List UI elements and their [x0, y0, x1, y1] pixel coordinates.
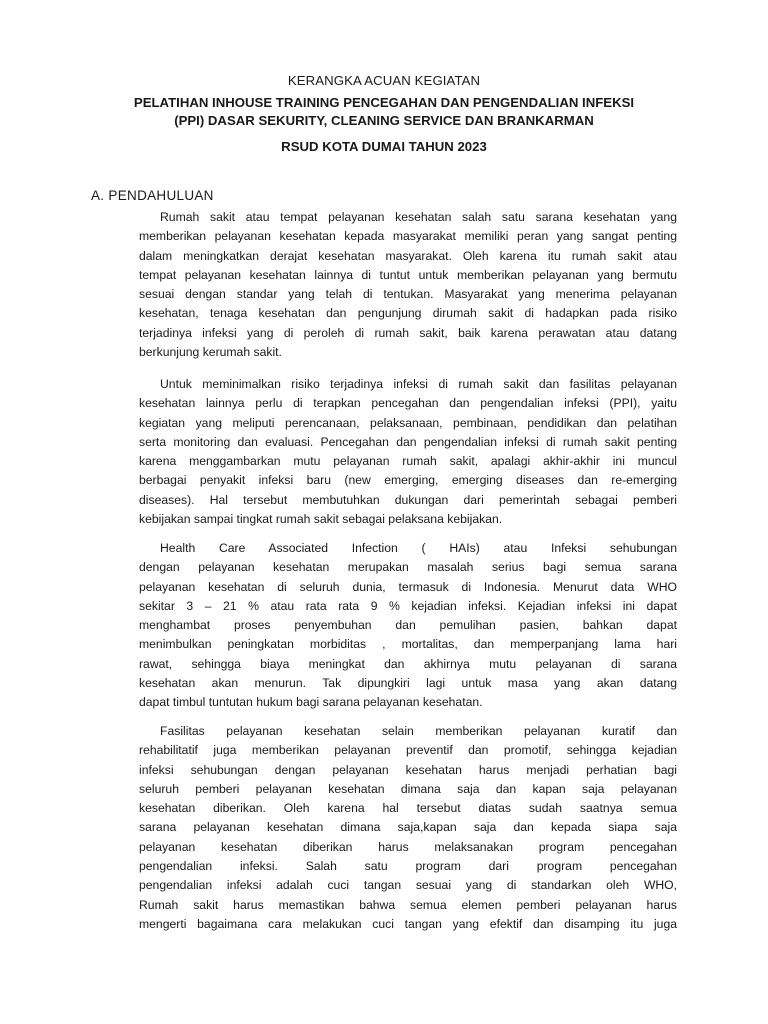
paragraph-line: menimbulkan peningkatan morbiditas , mortalitas, dan memperpanjang lama hari [139, 637, 677, 652]
paragraph-line: pelayanan kesehatan di seluruh dunia, termasuk di Indonesia. Menurut data WHO [139, 579, 677, 594]
paragraph-line: kegiatan yang meliputi perencanaan, pelaksanaan, pembinaan, pendidikan dan pelatihan [139, 415, 677, 430]
paragraph-line: kesehatan akan menurun. Tak dipungkiri lagi untuk masa yang akan datang [139, 676, 677, 691]
paragraph-line: terjadinya infeksi yang di peroleh di rumah sakit, baik karena perawatan atau datang [139, 325, 677, 340]
paragraph-line: seluruh pemberi pelayanan kesehatan dimana saja dan kapan saja pelayanan [139, 781, 677, 796]
section-heading: A. PENDAHULUAN [91, 188, 214, 203]
paragraph-line: menghambat proses penyembuhan dan pemulihan pasien, bahkan dapat [139, 618, 677, 633]
paragraph-line: pengendalian infeksi. Salah satu program dari program pencegahan [139, 859, 677, 874]
paragraph-line: berbagai penyakit infeksi baru (new emerging, emerging diseases dan re-emerging [139, 473, 677, 488]
paragraph-line: Rumah sakit atau tempat pelayanan kesehatan salah satu sarana kesehatan yang [160, 210, 677, 224]
paragraph-line: dapat timbul tuntutan hukum bagi sarana pelayanan kesehatan. [139, 695, 483, 710]
paragraph-line: rehabilitatif juga memberikan pelayanan preventif dan promotif, sehingga kejadian [139, 743, 677, 758]
paragraph-line: diseases). Hal tersebut membutuhkan dukungan dari pemerintah sebagai pemberi [139, 492, 677, 507]
paragraph-1 [139, 208, 677, 362]
paragraph-line: Untuk meminimalkan risiko terjadinya infeksi di rumah sakit dan fasilitas pelayanan [160, 377, 677, 391]
subtitle-line-2: (PPI) DASAR SEKURITY, CLEANING SERVICE DAN BRANKARMAN [174, 113, 594, 128]
paragraph-line: Rumah sakit harus memastikan bahwa semua elemen pemberi pelayanan harus [139, 897, 677, 912]
paragraph-line: serta monitoring dan evaluasi. Pencegahan dan pengendalian infeksi di rumah sakit penting [139, 434, 677, 449]
paragraph-2 [139, 375, 677, 529]
paragraph-line: Fasilitas pelayanan kesehatan selain memberikan pelayanan kuratif dan [160, 724, 677, 738]
paragraph-line: sekitar 3 – 21 % atau rata rata 9 % kejadian infeksi. Kejadian infeksi ini dapat [139, 598, 677, 613]
paragraph-line: sesuai dengan standar yang telah di tentukan. Masyarakat yang menerima pelayanan [139, 287, 677, 302]
paragraph-line: rawat, sehingga biaya meningkat dan akhirnya mutu pelayanan di sarana [139, 656, 677, 671]
paragraph-line: Health Care Associated Infection ( HAIs) atau Infeksi sehubungan [160, 541, 677, 555]
paragraph-line: berkunjung kerumah sakit. [139, 345, 282, 360]
paragraph-line: mengerti bagaimana cara melakukan cuci tangan yang efektif dan disamping itu juga [139, 916, 677, 931]
paragraph-line: kebijakan sampai tingkat rumah sakit sebagai pelaksana kebijakan. [139, 512, 503, 527]
paragraph-3 [139, 539, 677, 713]
paragraph-line: dengan pelayanan kesehatan merupakan masalah serius bagi semua sarana [139, 560, 677, 575]
paragraph-line: kesehatan, tenaga kesehatan dan pengunjung dirumah sakit di hadapkan pada risiko [139, 306, 677, 321]
paragraph-line: kesehatan diberikan. Oleh karena hal tersebut diatas sudah saatnya semua [139, 801, 677, 816]
paragraph-line: pelayanan kesehatan diberikan harus melaksanakan program pencegahan [139, 839, 677, 854]
paragraph-line: pengendalian infeksi adalah cuci tangan sesuai yang di standarkan oleh WHO, [139, 878, 677, 893]
document-title: KERANGKA ACUAN KEGIATAN [287, 73, 481, 88]
subtitle-line-3: RSUD KOTA DUMAI TAHUN 2023 [281, 139, 487, 154]
paragraph-line: sarana pelayanan kesehatan dimana saja,kapan saja dan kepada siapa saja [139, 820, 677, 835]
paragraph-line: karena menggambarkan mutu pelayanan rumah sakit, apalagi akhir-akhir ini muncul [139, 454, 677, 469]
paragraph-line: tempat pelayanan kesehatan lainnya di tuntut untuk memberikan pelayanan yang bermutu [139, 267, 677, 282]
paragraph-line: dalam meningkatkan derajat kesehatan masyarakat. Oleh karena itu rumah sakit atau [139, 248, 677, 263]
subtitle-line-1: PELATIHAN INHOUSE TRAINING PENCEGAHAN DAN PENGENDALIAN INFEKSI [133, 95, 635, 110]
paragraph-line: memberikan pelayanan kesehatan kepada masyarakat memiliki peran yang sangat penting [139, 229, 677, 244]
paragraph-line: kesehatan lainnya perlu di terapkan pencegahan dan pengendalian infeksi (PPI), yaitu [139, 396, 677, 411]
paragraph-4 [139, 722, 677, 934]
paragraph-line: infeksi sehubungan dengan pelayanan kesehatan harus menjadi perhatian bagi [139, 762, 677, 777]
